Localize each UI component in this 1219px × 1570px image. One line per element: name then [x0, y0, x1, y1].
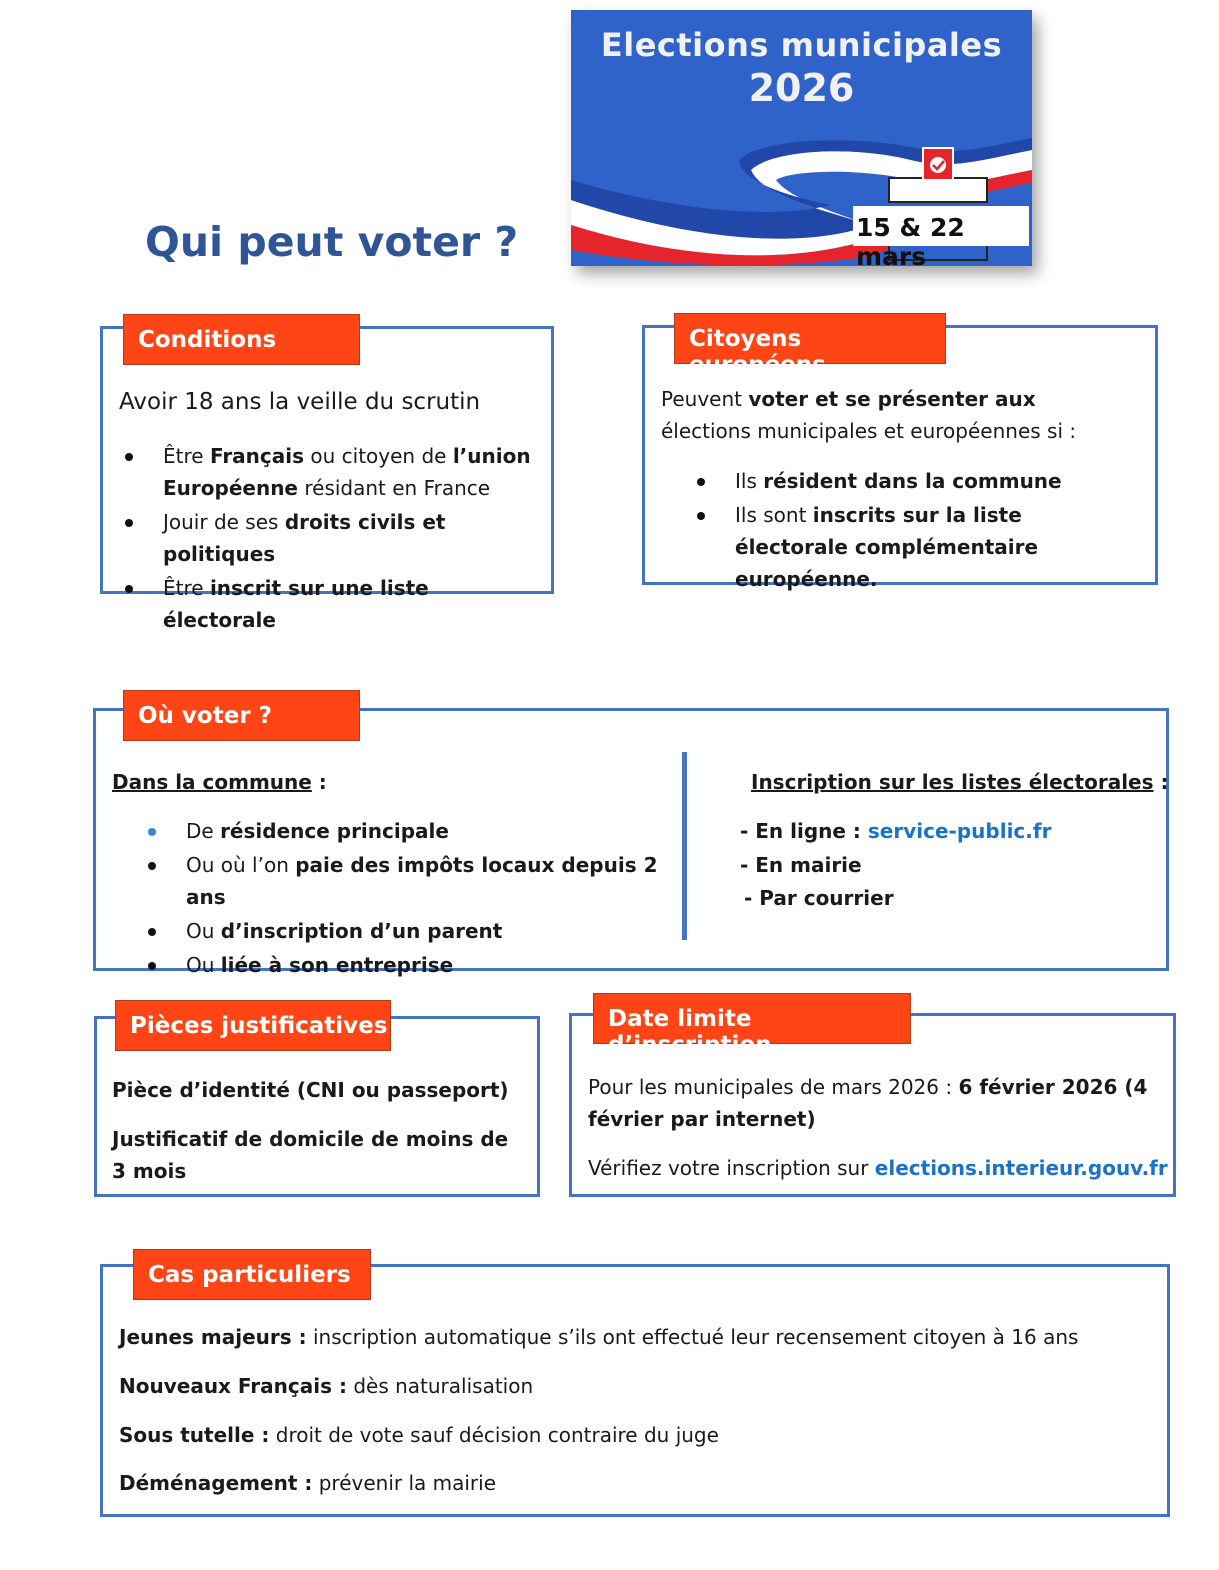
ou-voter-right-heading: Inscription sur les listes électorales :: [751, 770, 1169, 794]
inscription-online: - En ligne : service-public.fr: [740, 819, 1052, 843]
banner-dates: 15 & 22 mars: [856, 213, 965, 266]
vertical-divider: [682, 752, 687, 940]
conditions-list: [119, 440, 539, 636]
cas-row: Déménagement : prévenir la mairie: [119, 1471, 497, 1495]
inscription-courrier: - Par courrier: [744, 886, 894, 910]
list-item: Ils résident dans la commune: [691, 465, 1131, 497]
pieces-tag: Pièces justificatives: [115, 1000, 391, 1051]
list-item: De résidence principale: [142, 815, 682, 847]
inscription-mairie: - En mairie: [740, 853, 862, 877]
list-item: Ou où l’on paie des impôts locaux depuis 2 ans: [142, 849, 682, 913]
banner-year: 2026: [748, 66, 855, 110]
list-item: Jouir de ses droits civils et politiques: [119, 506, 539, 570]
list-item: Ils sont inscrits sur la liste électorale complémentaire européenne.: [691, 499, 1131, 595]
list-item: Ou d’inscription d’un parent: [142, 915, 682, 947]
citoyens-tag: Citoyens européens: [674, 313, 946, 364]
list-item: Être Français ou citoyen de l’union Européenne résidant en France: [119, 440, 539, 504]
cas-row: Jeunes majeurs : inscription automatique s’ils ont effectué leur recensement citoyen à 16 ans: [119, 1325, 1079, 1349]
list-item: Ou liée à son entreprise: [142, 949, 682, 981]
ou-voter-tag: Où voter ?: [123, 690, 360, 741]
citoyens-intro: Peuvent voter et se présenter aux élections municipales et européennes si :: [661, 387, 1077, 443]
cas-tag: Cas particuliers: [133, 1249, 371, 1300]
ou-voter-list: [142, 815, 682, 981]
pieces-line1: Pièce d’identité (CNI ou passeport): [112, 1078, 509, 1102]
elections-interieur-link[interactable]: elections.interieur.gouv.fr: [874, 1156, 1168, 1180]
page-title: Qui peut voter ?: [145, 218, 519, 266]
date-limite-tag: Date limite d’inscription: [593, 993, 911, 1044]
elections-banner: [571, 10, 1032, 266]
service-public-link[interactable]: service-public.fr: [867, 819, 1052, 843]
banner-title: Elections municipales: [600, 26, 1003, 64]
date-limite-verify: Vérifiez votre inscription sur elections.interieur.gouv.fr: [588, 1156, 1168, 1180]
cas-row: Sous tutelle : droit de vote sauf décision contraire du juge: [119, 1423, 719, 1447]
pieces-line2: Justificatif de domicile de moins de 3 mois: [112, 1127, 509, 1183]
cas-row: Nouveaux Français : dès naturalisation: [119, 1374, 534, 1398]
date-limite-text: Pour les municipales de mars 2026 : 6 février 2026 (4 février par internet): [588, 1075, 1148, 1131]
citoyens-list: [691, 465, 1131, 595]
ou-voter-left-heading: Dans la commune :: [112, 770, 327, 794]
conditions-tag: Conditions: [123, 314, 360, 365]
conditions-heading: Avoir 18 ans la veille du scrutin: [119, 389, 481, 415]
list-item: Être inscrit sur une liste électorale: [119, 572, 539, 636]
